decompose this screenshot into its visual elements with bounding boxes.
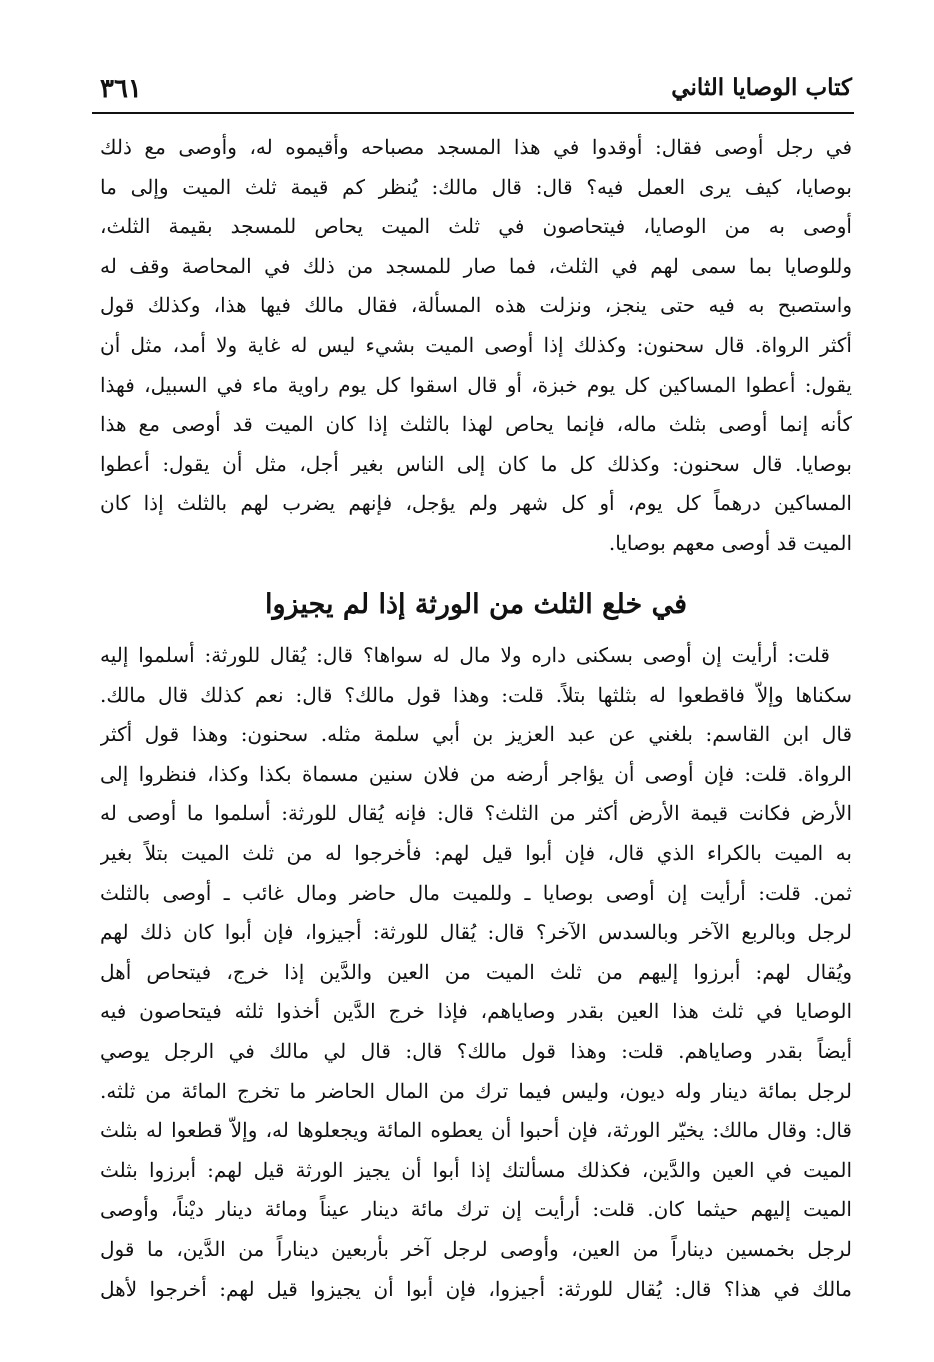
text-line: مالك في هذا؟ قال: يُقال للورثة: أجيزوا، فإن أبوا أن يجيزوا قيل لهم: أخرجوا لأهل [100,1276,852,1301]
text-line: قال: وقال مالك: يخيّر الورثة، فإن أحبوا أن يعطوه المائة ويجعلوها له، وإلاّ قطعوا له بثلث [100,1118,852,1143]
text-line: الوصايا في ثلث هذا العين بقدر وصاياهم، فإذا خرج الدَّين أخذوا ثلثه فيتحاصون فيه [100,999,852,1024]
text-line: أوصى به من الوصايا، فيتحاصون في ثلث الميت يحاص للمسجد بقيمة الثلث، [100,214,852,239]
text-line: ويُقال لهم: أبرزوا إليهم من ثلث الميت من العين والدَّين إذا خرج، فيتحاص أهل [100,959,852,984]
text-line: الميت قد أوصى معهم بوصايا. [608,530,852,555]
paragraph-1 [100,128,852,564]
text-line: لرجل بمائة دينار وله ديون، وليس فيما ترك من المال الحاضر ما تخرج المائة من ثلثه. [100,1078,852,1103]
text-line: به الميت بالكراء الذي قال، فإن أبوا قيل لهم: فأخرجوا له من ثلث الميت بتلاً بغير [100,840,852,865]
text-line: قال ابن القاسم: بلغني عن عبد العزيز بن أبي سلمة مثله. سحنون: وهذا قول أكثر [100,722,852,747]
text-line: الميت إليهم حيثما كان. قلت: أرأيت إن ترك مائة دينار عيناً ومائة دينار ديْناً، وأوصى [100,1197,852,1222]
text-line: أيضاً بقدر وصاياهم. قلت: وهذا قول مالك؟ قال: قال لي مالك في الرجل يوصي [100,1038,852,1063]
text-line: قلت: أرأيت إن أوصى بسكنى داره ولا مال له سواها؟ قال: يُقال للورثة: أسلموا إليه [100,643,830,667]
text-line: واستصبح به فيه حتى ينجز، ونزلت هذه المسألة، فقال مالك فيها هذا، وكذلك قول [100,293,852,318]
header-rule [92,112,854,114]
text-line: بوصايا. قال سحنون: وكذلك كل ما كان إلى الناس بغير أجل، مثل أن يقول: أعطوا [100,451,852,476]
paragraph-2 [100,636,852,1309]
text-line: وللوصايا بما سمى لهم في الثلث، فما صار للمسجد من ذلك في المحاصة وقف له [100,253,852,278]
page-number: ٣٦١ [100,74,142,104]
text-line: الرواة. قلت: فإن أوصى أن يؤاجر أرضه من فلان سنين مسماة بكذا وكذا، فنظروا إلى [100,761,852,786]
text-line: أكثر الرواة. قال سحنون: وكذلك إذا أوصى الميت بشيء ليس له غاية ولا أمد، مثل أن [100,332,852,357]
section-heading: في خلع الثلث من الورثة إذا لم يجيزوا [264,589,687,620]
text-line: ثمن. قلت: أرأيت إن أوصى بوصايا ـ وللميت مال حاضر ومال غائب ـ أوصى بالثلث [100,880,852,905]
text-line: في رجل أوصى فقال: أوقدوا في هذا المسجد مصباحه وأقيموه له، وأوصى مع ذلك [100,135,852,159]
page-header [92,68,852,106]
text-line: بوصايا، كيف يرى العمل فيه؟ قال: قال مالك: يُنظر كم قيمة ثلث الميت وإلى ما [100,174,852,199]
text-line: لرجل بخمسين ديناراً من العين، وأوصى لرجل آخر بأربعين ديناراً من الدَّين، ما قول [100,1236,852,1261]
text-line: المساكين درهماً كل يوم، أو كل شهر ولم يؤجل، فإنهم يضرب لهم بالثلث إذا كان [100,491,852,516]
text-line: يقول: أعطوا المساكين كل يوم خبزة، أو قال اسقوا كل يوم راوية ماء في السبيل، فهذا [100,372,852,397]
text-line: لرجل وبالربع الآخر وبالسدس الآخر؟ قال: يُقال للورثة: أجيزوا، فإن أبوا كان ذلك لهم [100,920,852,945]
text-line: سكناها وإلاّ فاقطعوا له بثلثها بتلاً. قلت: وهذا قول مالك؟ قال: نعم كذلك قال مالك. [100,682,852,707]
text-line: كأنه إنما أوصى بثلث ماله، فإنما يحاص لهذا بالثلث إذا كان الميت قد أوصى مع هذا [100,412,852,437]
text-line: الأرض فكانت قيمة الأرض أكثر من الثلث؟ قال: فإنه يُقال للورثة: أسلموا ما أوصى له [100,801,852,826]
text-line: الميت في العين والدَّين، فكذلك مسألتك إذا أبوا أن يجيز الورثة قيل لهم: أبرزوا بثلث [100,1157,852,1182]
running-title: كتاب الوصايا الثاني [671,74,852,101]
